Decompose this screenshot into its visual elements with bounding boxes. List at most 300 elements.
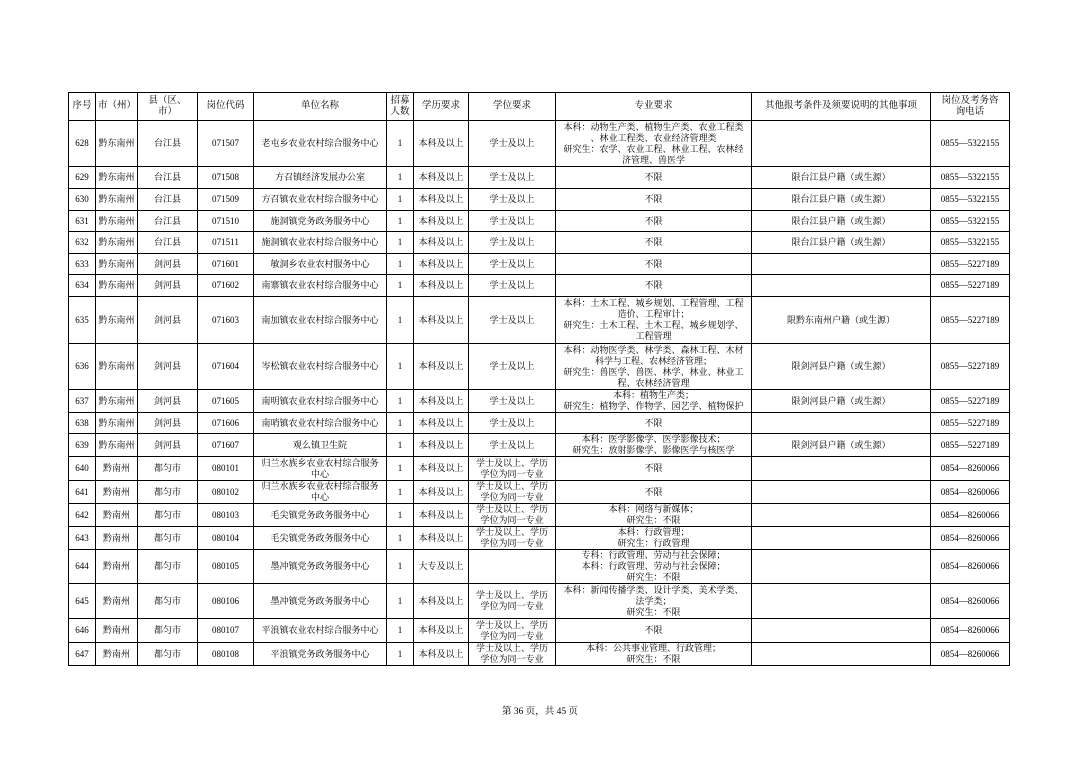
- phone-cell: 0855—5227189: [931, 254, 1010, 275]
- cell-line: 本科：行政管理、劳动与社会保障；: [581, 561, 726, 571]
- table-header-row: [69, 93, 1010, 121]
- county-cell: 剑河县: [138, 254, 198, 275]
- county-cell: 剑河县: [138, 413, 198, 434]
- seq-cell: 630: [69, 189, 96, 211]
- degree-cell: 学士及以上: [469, 211, 556, 232]
- cell-line: 学士及以上、学历: [475, 527, 548, 537]
- cell-line: 济管理、兽医学: [621, 154, 685, 165]
- city-cell: 黔南州: [96, 527, 138, 550]
- seq-cell: 635: [69, 297, 96, 344]
- city-cell: 黔东南州: [96, 344, 138, 390]
- degree-cell: [469, 584, 556, 619]
- seq-cell: 631: [69, 211, 96, 232]
- code-cell: 080103: [198, 504, 254, 527]
- recruitment-table: [68, 92, 1010, 666]
- county-cell: 剑河县: [138, 344, 198, 390]
- county-cell: 都匀市: [138, 550, 198, 584]
- city-cell: 黔东南州: [96, 167, 138, 189]
- cell-line: 招募: [390, 95, 410, 106]
- count-cell: 1: [387, 390, 414, 413]
- seq-cell: 645: [69, 584, 96, 619]
- cell-line: 工程管理: [635, 331, 672, 341]
- count-cell: 1: [387, 211, 414, 232]
- major-cell: 不限: [556, 254, 752, 275]
- seq-cell: 646: [69, 619, 96, 643]
- degree-cell: 学士及以上: [469, 434, 556, 457]
- major-cell: [556, 434, 752, 457]
- cell-line: 专科：行政管理、劳动与社会保障；: [581, 550, 726, 560]
- city-cell: 黔南州: [96, 504, 138, 527]
- header-major: 专业要求: [556, 93, 752, 121]
- count-cell: 1: [387, 275, 414, 297]
- other-cell: [752, 619, 931, 643]
- count-cell: 1: [387, 413, 414, 434]
- edu-cell: 本科及以上: [414, 527, 469, 550]
- edu-cell: 本科及以上: [414, 413, 469, 434]
- table-row: [69, 275, 1010, 297]
- degree-cell: 学士及以上: [469, 390, 556, 413]
- count-cell: 1: [387, 481, 414, 504]
- county-cell: 台江县: [138, 167, 198, 189]
- cell-line: 学位为同一专业: [480, 601, 544, 611]
- table-row: [69, 211, 1010, 232]
- city-cell: 黔南州: [96, 584, 138, 619]
- cell-line: 学位为同一专业: [480, 515, 544, 525]
- county-cell: 都匀市: [138, 643, 198, 666]
- table-row: [69, 297, 1010, 344]
- cell-line: 学士及以上、学历: [475, 643, 548, 653]
- degree-cell: 学士及以上: [469, 297, 556, 344]
- other-cell: 限黔东南州户籍（或生源）: [752, 297, 931, 344]
- count-cell: 1: [387, 344, 414, 390]
- other-cell: [752, 584, 931, 619]
- edu-cell: 本科及以上: [414, 619, 469, 643]
- phone-cell: 0855—5322155: [931, 232, 1010, 254]
- phone-cell: 0855—5322155: [931, 167, 1010, 189]
- table-row: [69, 527, 1010, 550]
- cell-line: 本科：植物生产类；: [612, 390, 694, 400]
- count-cell: 1: [387, 643, 414, 666]
- count-cell: 1: [387, 504, 414, 527]
- edu-cell: 本科及以上: [414, 584, 469, 619]
- other-cell: 限剑河县户籍（或生源）: [752, 434, 931, 457]
- phone-cell: 0854—8260066: [931, 584, 1010, 619]
- count-cell: 1: [387, 121, 414, 167]
- cell-line: 研究生：土木工程、土木工程、城乡规划学、: [563, 320, 744, 330]
- major-cell: 不限: [556, 457, 752, 481]
- major-cell: 不限: [556, 619, 752, 643]
- edu-cell: 本科及以上: [414, 457, 469, 481]
- phone-cell: 0855—5322155: [931, 211, 1010, 232]
- table-row: [69, 434, 1010, 457]
- degree-cell: 学士及以上: [469, 121, 556, 167]
- code-cell: 080108: [198, 643, 254, 666]
- cell-line: 学位为同一专业: [480, 630, 544, 641]
- degree-cell: [469, 481, 556, 504]
- header-other: 其他报考条件及须要说明的其他事项: [752, 93, 931, 121]
- code-cell: 071606: [198, 413, 254, 434]
- table-row: [69, 457, 1010, 481]
- seq-cell: 647: [69, 643, 96, 666]
- seq-cell: 644: [69, 550, 96, 584]
- cell-line: 本科：公共事业管理、行政管理；: [585, 643, 721, 653]
- county-cell: 台江县: [138, 189, 198, 211]
- code-cell: 071602: [198, 275, 254, 297]
- cell-line: 人数: [390, 106, 410, 117]
- seq-cell: 634: [69, 275, 96, 297]
- city-cell: 黔南州: [96, 457, 138, 481]
- count-cell: 1: [387, 254, 414, 275]
- unit-cell: 方召镇农业农村综合服务中心: [254, 189, 387, 211]
- table-row: [69, 189, 1010, 211]
- edu-cell: 本科及以上: [414, 643, 469, 666]
- phone-cell: 0855—5322155: [931, 121, 1010, 167]
- seq-cell: 633: [69, 254, 96, 275]
- edu-cell: 本科及以上: [414, 254, 469, 275]
- major-cell: 不限: [556, 189, 752, 211]
- edu-cell: 本科及以上: [414, 232, 469, 254]
- edu-cell: 本科及以上: [414, 481, 469, 504]
- degree-cell: 学士及以上: [469, 189, 556, 211]
- unit-cell: 南哨镇农业农村综合服务中心: [254, 413, 387, 434]
- city-cell: 黔南州: [96, 550, 138, 584]
- major-cell: [556, 297, 752, 344]
- header-count: [387, 93, 414, 121]
- code-cell: 071508: [198, 167, 254, 189]
- code-cell: 071601: [198, 254, 254, 275]
- header-code: 岗位代码: [198, 93, 254, 121]
- seq-cell: 632: [69, 232, 96, 254]
- cell-line: 研究生：不限: [626, 572, 681, 582]
- cell-line: 学位为同一专业: [480, 538, 544, 548]
- other-cell: [752, 504, 931, 527]
- city-cell: 黔东南州: [96, 189, 138, 211]
- code-cell: 080105: [198, 550, 254, 584]
- cell-line: 学位为同一专业: [480, 654, 544, 664]
- county-cell: 都匀市: [138, 481, 198, 504]
- degree-cell: 学士及以上: [469, 413, 556, 434]
- other-cell: 限台江县户籍（或生源）: [752, 189, 931, 211]
- unit-cell: 施洞镇农业农村综合服务中心: [254, 232, 387, 254]
- county-cell: 都匀市: [138, 584, 198, 619]
- count-cell: 1: [387, 297, 414, 344]
- major-cell: 不限: [556, 481, 752, 504]
- table-row: [69, 121, 1010, 167]
- cell-line: 中心: [310, 468, 329, 479]
- phone-cell: 0854—8260066: [931, 527, 1010, 550]
- degree-cell: 学士及以上: [469, 232, 556, 254]
- cell-line: 研究生：放射影像学、影像医学与核医学: [572, 445, 735, 455]
- header-county: [138, 93, 198, 121]
- city-cell: 黔东南州: [96, 211, 138, 232]
- unit-cell: 老屯乡农业农村综合服务中心: [254, 121, 387, 167]
- header-seq: 序号: [69, 93, 96, 121]
- edu-cell: 本科及以上: [414, 297, 469, 344]
- header-edu: 学历要求: [414, 93, 469, 121]
- county-cell: 都匀市: [138, 457, 198, 481]
- code-cell: 071509: [198, 189, 254, 211]
- degree-cell: [469, 550, 556, 584]
- count-cell: 1: [387, 457, 414, 481]
- unit-cell: 方召镇经济发展办公室: [254, 167, 387, 189]
- seq-cell: 628: [69, 121, 96, 167]
- cell-line: 学士及以上、学历: [475, 481, 548, 491]
- city-cell: 黔东南州: [96, 434, 138, 457]
- edu-cell: 本科及以上: [414, 275, 469, 297]
- major-cell: 不限: [556, 232, 752, 254]
- city-cell: 黔东南州: [96, 390, 138, 413]
- degree-cell: [469, 504, 556, 527]
- city-cell: 黔东南州: [96, 254, 138, 275]
- degree-cell: 学士及以上: [469, 167, 556, 189]
- code-cell: 071510: [198, 211, 254, 232]
- other-cell: [752, 550, 931, 584]
- count-cell: 1: [387, 232, 414, 254]
- unit-cell: 毛尖镇党务政务服务中心: [254, 527, 387, 550]
- cell-line: 学位为同一专业: [480, 492, 544, 502]
- other-cell: [752, 643, 931, 666]
- cell-line: 本科：动物医学类、林学类、森林工程、木材: [563, 344, 744, 355]
- code-cell: 071507: [198, 121, 254, 167]
- other-cell: 限台江县户籍（或生源）: [752, 167, 931, 189]
- phone-cell: 0854—8260066: [931, 550, 1010, 584]
- table-row: [69, 390, 1010, 413]
- code-cell: 080107: [198, 619, 254, 643]
- degree-cell: 学士及以上: [469, 254, 556, 275]
- county-cell: 剑河县: [138, 434, 198, 457]
- other-cell: 限剑河县户籍（或生源）: [752, 344, 931, 390]
- county-cell: 都匀市: [138, 527, 198, 550]
- table-row: [69, 504, 1010, 527]
- header-city: 市（州）: [96, 93, 138, 121]
- code-cell: 080106: [198, 584, 254, 619]
- cell-line: 市）: [157, 106, 177, 117]
- unit-cell: 南寨镇农业农村综合服务中心: [254, 275, 387, 297]
- cell-line: 学士及以上、学历: [475, 504, 548, 514]
- major-cell: 不限: [556, 275, 752, 297]
- count-cell: 1: [387, 550, 414, 584]
- major-cell: 不限: [556, 413, 752, 434]
- phone-cell: 0854—8260066: [931, 457, 1010, 481]
- unit-cell: 墨冲镇党务政务服务中心: [254, 584, 387, 619]
- major-cell: [556, 584, 752, 619]
- major-cell: [556, 643, 752, 666]
- city-cell: 黔东南州: [96, 121, 138, 167]
- phone-cell: 0855—5322155: [931, 189, 1010, 211]
- table-row: [69, 643, 1010, 666]
- phone-cell: 0855—5227189: [931, 434, 1010, 457]
- code-cell: 071605: [198, 390, 254, 413]
- county-cell: 都匀市: [138, 619, 198, 643]
- seq-cell: 641: [69, 481, 96, 504]
- city-cell: 黔东南州: [96, 297, 138, 344]
- major-cell: [556, 504, 752, 527]
- header-degree: 学位要求: [469, 93, 556, 121]
- unit-cell: [254, 481, 387, 504]
- unit-cell: 观么镇卫生院: [254, 434, 387, 457]
- page-number: 第 36 页，共 45 页: [501, 707, 578, 717]
- cell-line: 询电话: [955, 106, 985, 117]
- table-header: [69, 93, 1010, 121]
- other-cell: [752, 275, 931, 297]
- unit-cell: 平浪镇党务政务服务中心: [254, 643, 387, 666]
- unit-cell: 施洞镇党务政务服务中心: [254, 211, 387, 232]
- code-cell: 071511: [198, 232, 254, 254]
- cell-line: 程、农林经济管理: [617, 377, 690, 388]
- other-cell: 限台江县户籍（或生源）: [752, 232, 931, 254]
- city-cell: 黔南州: [96, 619, 138, 643]
- cell-line: 研究生：不限: [626, 606, 681, 617]
- count-cell: 1: [387, 527, 414, 550]
- phone-cell: 0855—5227189: [931, 390, 1010, 413]
- phone-cell: 0855—5227189: [931, 297, 1010, 344]
- phone-cell: 0854—8260066: [931, 504, 1010, 527]
- county-cell: 剑河县: [138, 390, 198, 413]
- county-cell: 剑河县: [138, 275, 198, 297]
- phone-cell: 0854—8260066: [931, 481, 1010, 504]
- code-cell: 080102: [198, 481, 254, 504]
- count-cell: 1: [387, 167, 414, 189]
- cell-line: 研究生：不限: [626, 654, 681, 664]
- edu-cell: 大专及以上: [414, 550, 469, 584]
- cell-line: 本科：土木工程、城乡规划、工程管理、工程: [563, 298, 744, 308]
- city-cell: 黔东南州: [96, 232, 138, 254]
- major-cell: [556, 390, 752, 413]
- code-cell: 071604: [198, 344, 254, 390]
- seq-cell: 636: [69, 344, 96, 390]
- other-cell: [752, 527, 931, 550]
- degree-cell: [469, 457, 556, 481]
- degree-cell: 学士及以上: [469, 344, 556, 390]
- table-row: [69, 550, 1010, 584]
- major-cell: [556, 527, 752, 550]
- cell-line: 研究生：植物学、作物学、园艺学、植物保护: [563, 401, 744, 411]
- count-cell: 1: [387, 619, 414, 643]
- header-unit: 单位名称: [254, 93, 387, 121]
- table-row: [69, 344, 1010, 390]
- cell-line: 学位为同一专业: [480, 468, 544, 479]
- cell-line: 造价、工程审计；: [617, 309, 690, 319]
- county-cell: 剑河县: [138, 297, 198, 344]
- seq-cell: 638: [69, 413, 96, 434]
- phone-cell: 0855—5227189: [931, 344, 1010, 390]
- table-row: [69, 254, 1010, 275]
- degree-cell: 学士及以上: [469, 275, 556, 297]
- code-cell: 080101: [198, 457, 254, 481]
- phone-cell: 0855—5227189: [931, 413, 1010, 434]
- table-row: [69, 232, 1010, 254]
- other-cell: 限台江县户籍（或生源）: [752, 211, 931, 232]
- count-cell: 1: [387, 434, 414, 457]
- degree-cell: [469, 643, 556, 666]
- cell-line: 县（区、: [148, 95, 187, 106]
- major-cell: 不限: [556, 167, 752, 189]
- code-cell: 071607: [198, 434, 254, 457]
- county-cell: 台江县: [138, 232, 198, 254]
- cell-line: 本科：新闻传播学类、设计学类、美术学类、: [563, 584, 744, 595]
- seq-cell: 642: [69, 504, 96, 527]
- cell-line: 岗位及考务咨: [941, 95, 999, 106]
- edu-cell: 本科及以上: [414, 167, 469, 189]
- other-cell: [752, 413, 931, 434]
- edu-cell: 本科及以上: [414, 121, 469, 167]
- edu-cell: 本科及以上: [414, 344, 469, 390]
- cell-line: 、林业工程类、农业经济管理类: [590, 132, 717, 143]
- other-cell: [752, 254, 931, 275]
- code-cell: 080104: [198, 527, 254, 550]
- edu-cell: 本科及以上: [414, 211, 469, 232]
- unit-cell: 岑松镇农业农村综合服务中心: [254, 344, 387, 390]
- unit-cell: [254, 457, 387, 481]
- code-cell: 071603: [198, 297, 254, 344]
- city-cell: 黔东南州: [96, 413, 138, 434]
- county-cell: 台江县: [138, 121, 198, 167]
- cell-line: 研究生：农学、农业工程、林业工程、农林经: [563, 143, 744, 154]
- table-row: [69, 167, 1010, 189]
- unit-cell: 敏洞乡农业农村服务中心: [254, 254, 387, 275]
- cell-line: 研究生：行政管理: [617, 538, 690, 548]
- major-cell: [556, 344, 752, 390]
- seq-cell: 629: [69, 167, 96, 189]
- cell-line: 研究生：兽医学、兽医、林学、林业、林业工: [563, 366, 744, 377]
- edu-cell: 本科及以上: [414, 390, 469, 413]
- phone-cell: 0854—8260066: [931, 643, 1010, 666]
- unit-cell: 平浪镇农业农村综合服务中心: [254, 619, 387, 643]
- seq-cell: 637: [69, 390, 96, 413]
- degree-cell: [469, 527, 556, 550]
- major-cell: 不限: [556, 211, 752, 232]
- cell-line: 法学类；: [635, 595, 672, 606]
- cell-line: 本科：医学影像学、医学影像技术；: [581, 434, 726, 444]
- city-cell: 黔东南州: [96, 275, 138, 297]
- seq-cell: 643: [69, 527, 96, 550]
- cell-line: 学士及以上、学历: [475, 619, 548, 630]
- city-cell: 黔南州: [96, 643, 138, 666]
- cell-line: 本科：动物生产类、植物生产类、农业工程类: [563, 121, 744, 132]
- unit-cell: 毛尖镇党务政务服务中心: [254, 504, 387, 527]
- phone-cell: 0855—5227189: [931, 275, 1010, 297]
- table-row: [69, 481, 1010, 504]
- other-cell: [752, 121, 931, 167]
- cell-line: 本科：行政管理；: [617, 527, 690, 537]
- unit-cell: 墨冲镇党务政务服务中心: [254, 550, 387, 584]
- edu-cell: 本科及以上: [414, 189, 469, 211]
- cell-line: 本科：网络与新媒体；: [608, 504, 699, 514]
- seq-cell: 640: [69, 457, 96, 481]
- major-cell: [556, 121, 752, 167]
- table-row: [69, 413, 1010, 434]
- cell-line: 学士及以上、学历: [475, 590, 548, 600]
- other-cell: [752, 457, 931, 481]
- county-cell: 都匀市: [138, 504, 198, 527]
- header-phone: [931, 93, 1010, 121]
- count-cell: 1: [387, 189, 414, 211]
- county-cell: 台江县: [138, 211, 198, 232]
- table-row: [69, 584, 1010, 619]
- phone-cell: 0854—8260066: [931, 619, 1010, 643]
- major-cell: [556, 550, 752, 584]
- city-cell: 黔南州: [96, 481, 138, 504]
- cell-line: 科学与工程、农林经济管理；: [594, 355, 712, 366]
- edu-cell: 本科及以上: [414, 504, 469, 527]
- table-row: [69, 619, 1010, 643]
- table-body: [69, 121, 1010, 666]
- other-cell: [752, 481, 931, 504]
- count-cell: 1: [387, 584, 414, 619]
- degree-cell: [469, 619, 556, 643]
- cell-line: 归兰水族乡农业农村综合服务: [261, 457, 379, 468]
- unit-cell: 南明镇农业农村综合服务中心: [254, 390, 387, 413]
